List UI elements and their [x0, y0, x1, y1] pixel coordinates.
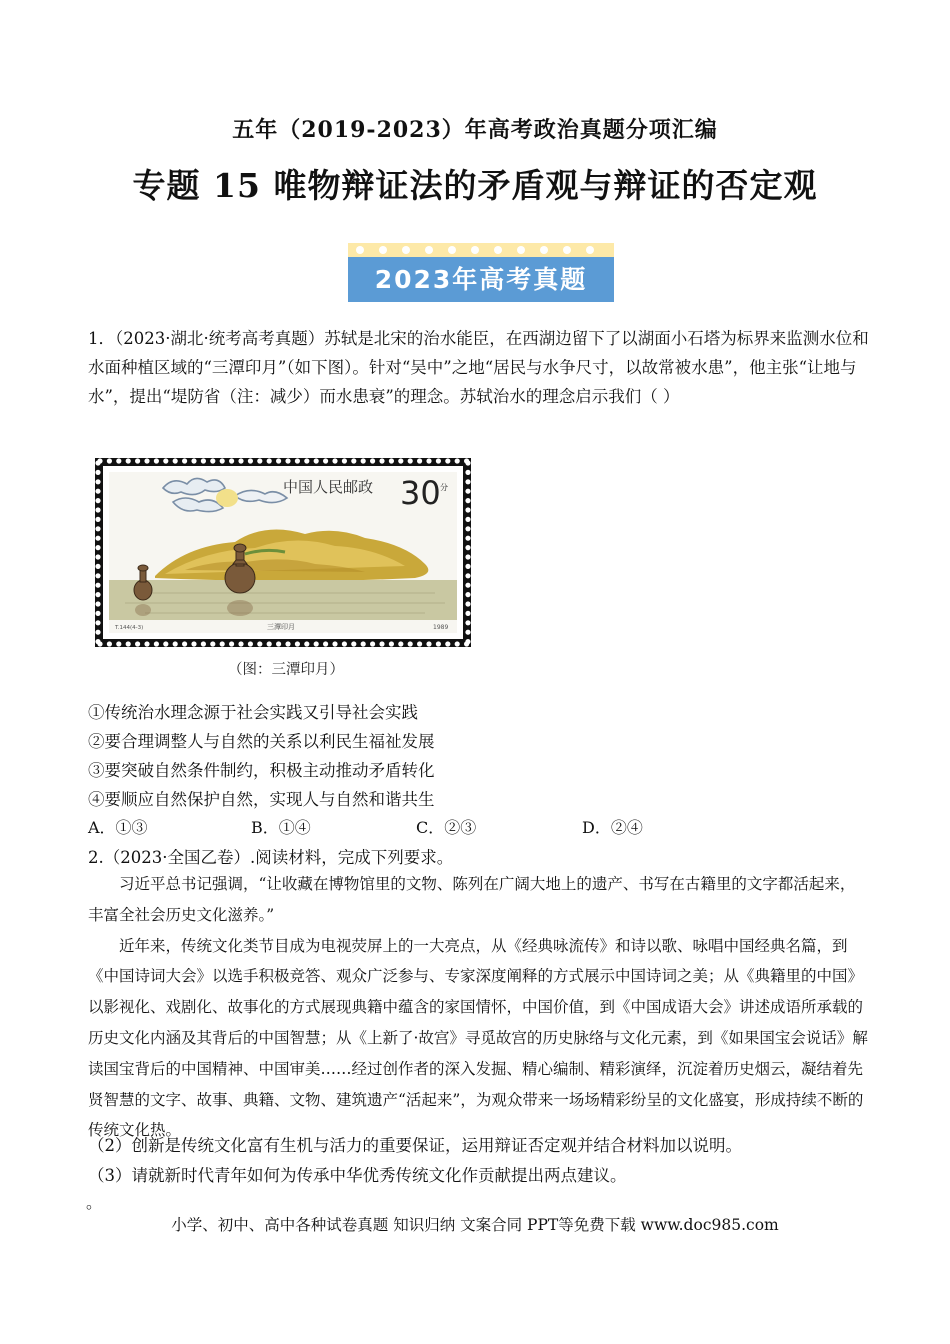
stamp-code-text: T.144(4-3): [115, 625, 144, 631]
stamp-unit-text: 分: [440, 483, 448, 492]
stamp-image: [95, 458, 471, 647]
material-paragraph-2: 近年来，传统文化类节目成为电视荧屏上的一大亮点，从《经典咏流传》和诗以歌、咏唱中国经典名篇，到《中国诗词大会》以选手积极竞答、观众广泛参与、专家深度阐释的方式展示中国诗词之美；从《典籍里的中国》以影视化、戏剧化、故事化的方式展现典籍中蕴含的家国情怀，中国价值，到《中国成语大会》讲述成语所承载的历史文化内涵及其背后的中国智慧；从《上新了·故宫》寻觅故宫的历史脉络与文化元素，到《如果国宝会说话》解读国宝背后的中国精神、中国审美……经过创作者的深入发掘、精心编制、精彩演绎，沉淀着历史烟云，凝结着先贤智慧的文字、故事、典籍、文物、建筑遗产“活起来”，为观众带来一场场精彩纷呈的文化盛宴，形成持续不断的传统文化热。: [88, 936, 868, 1140]
section-banner: [348, 243, 614, 302]
stamp-year-text: 1989: [433, 624, 449, 631]
question-2-material: [88, 869, 868, 1146]
document-subtitle: 五年（2019-2023）年高考政治真题分项汇编: [232, 117, 718, 143]
choice-a: A．①③: [88, 818, 148, 837]
option-3: ③要突破自然条件制约，积极主动推动矛盾转化: [88, 761, 435, 780]
question-2-intro: 2.（2023·全国乙卷）.阅读材料，完成下列要求。: [88, 848, 454, 867]
banner-label: 2023年高考真题: [348, 257, 614, 302]
sub-question-3: （3）请就新时代青年如何为传承中华优秀传统文化作贡献提出两点建议。: [88, 1166, 627, 1185]
image-caption: （图：三潭印月）: [228, 662, 344, 678]
option-1: ①传统治水理念源于社会实践又引导社会实践: [88, 703, 418, 722]
question-1-stem: 1．（2023·湖北·统考高考真题）苏轼是北宋的治水能臣，在西湖边留下了以湖面小石塔为标界来监测水位和水面种植区域的“三潭印月”（如下图）。针对“吴中”之地“居民与水争尺寸，以故常被水患”，他主张“让地与水”，提出“堤防省（注：减少）而水患衰”的理念。苏轼治水的理念启示我们（ ）: [88, 329, 869, 406]
option-2: ②要合理调整人与自然的关系以利民生福祉发展: [88, 732, 435, 751]
document-title: 专题 15 唯物辩证法的矛盾观与辩证的否定观: [132, 166, 818, 205]
stamp-country-text: 中国人民邮政: [283, 478, 374, 496]
material-paragraph-1: 习近平总书记强调，“让收藏在博物馆里的文物、陈列在广阔大地上的遗产、书写在古籍里的文字都活起来，丰富全社会历史文化滋养。”: [88, 875, 856, 924]
sub-question-2: （2）创新是传统文化富有生机与活力的重要保证，运用辩证否定观并结合材料加以说明。: [88, 1136, 742, 1155]
stamp-name-text: 三潭印月: [267, 623, 295, 631]
choice-c: C．②③: [416, 818, 477, 837]
option-4: ④要顺应自然保护自然，实现人与自然和谐共生: [88, 790, 435, 809]
page-footer: 小学、初中、高中各种试卷真题 知识归纳 文案合同 PPT等免费下载 www.doc985.com: [171, 1216, 779, 1234]
banner-dot-strip: [348, 243, 614, 257]
end-mark: 。: [86, 1193, 103, 1212]
choice-d: D．②④: [582, 818, 643, 837]
choice-b: B．①④: [251, 818, 311, 837]
stamp-value-text: 30: [400, 474, 441, 512]
